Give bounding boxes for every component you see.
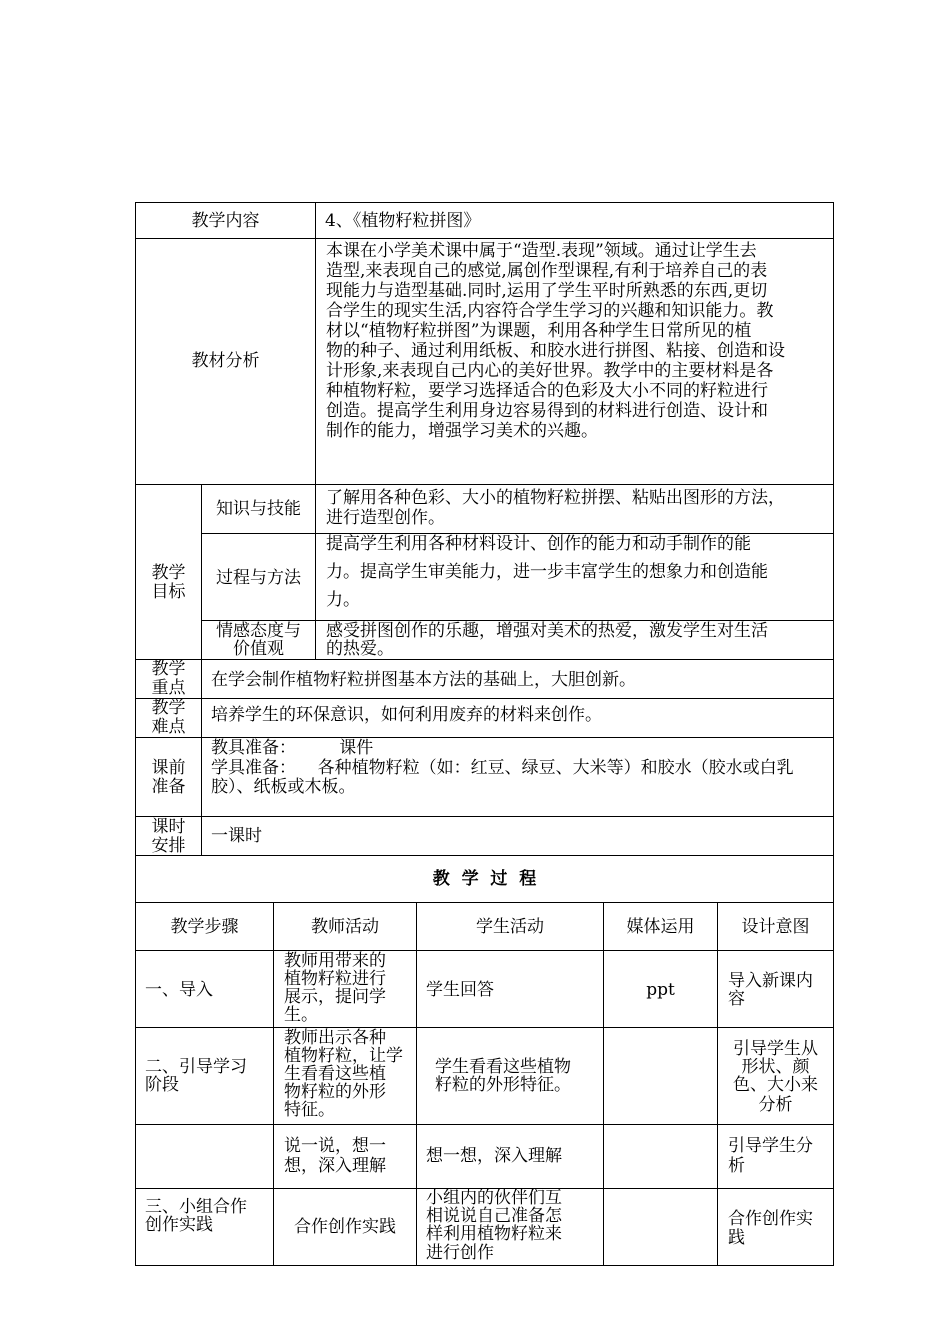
goal-attitude-line: 感受拼图创作的乐趣，增强对美术的热爱，激发学生对生活 [326, 621, 768, 641]
analysis-line: 本课在小学美术课中属于“造型.表现”领域。通过让学生去 [326, 241, 757, 261]
goal-process-line: 力。 [326, 590, 360, 610]
row4-teacher: 合作创作实践 [294, 1217, 396, 1237]
row4-intent-line: 践 [728, 1228, 745, 1248]
row1-student: 学生回答 [426, 980, 494, 1000]
goal-knowledge-line: 了解用各种色彩、大小的植物籽粒拼摆、粘贴出图形的方法， [326, 488, 785, 508]
content-label: 教学内容 [191, 211, 260, 231]
row4-step-line: 创作实践 [145, 1215, 213, 1235]
content-value: 4、《植物籽粒拼图》 [325, 211, 481, 231]
analysis-line: 制作的能力，增强学习美术的兴趣。 [326, 421, 598, 441]
row1-teacher-line: 生。 [284, 1005, 318, 1025]
row2-intent-line: 形状、颜 [741, 1057, 810, 1077]
row3-media-cell [603, 1124, 718, 1189]
row2-teacher-line: 教师出示各种 [284, 1028, 386, 1048]
row4-student-line: 小组内的伙伴们互 [426, 1188, 562, 1208]
header-step: 教学步骤 [170, 917, 239, 937]
row4-student-line: 样利用植物籽粒来 [426, 1224, 562, 1244]
goals-label-line: 教学 [151, 563, 186, 583]
time-value: 一课时 [211, 826, 262, 846]
key-label-line: 重点 [151, 678, 186, 698]
goal-process-line: 提高学生利用各种材料设计、创作的能力和动手制作的能 [326, 534, 751, 554]
prep-line: 胶）、纸板或木板。 [211, 777, 356, 797]
row1-step: 一、导入 [145, 980, 213, 1000]
key-label-line: 教学 [151, 659, 186, 679]
row3-teacher-line: 说一说，想一 [284, 1136, 386, 1156]
row4-intent-line: 合作创作实 [728, 1209, 813, 1229]
row4-student-line: 相说说自己准备怎 [426, 1206, 562, 1226]
analysis-line: 材以“植物籽粒拼图”为课题，利用各种学生日常所见的植 [326, 321, 752, 341]
goal-knowledge-label: 知识与技能 [216, 499, 301, 519]
prep-label-line: 课前 [151, 758, 186, 778]
row1-teacher-line: 展示，提问学 [284, 987, 386, 1007]
row2-student-line: 籽粒的外形特征。 [435, 1075, 571, 1095]
analysis-line: 现能力与造型基础.同时,运用了学生平时所熟悉的东西,更切 [326, 281, 768, 301]
row1-teacher-line: 植物籽粒进行 [284, 969, 386, 989]
row4-media-cell [603, 1188, 718, 1266]
difficulty-value: 培养学生的环保意识，如何利用废弃的材料来创作。 [211, 705, 602, 725]
goal-attitude-label: 情感态度与 [216, 621, 301, 641]
row1-media: ppt [646, 980, 675, 1000]
row2-teacher-line: 植物籽粒，让学 [284, 1046, 403, 1066]
row4-student-line: 进行创作 [426, 1243, 494, 1263]
prep-line: 教具准备： 课件 [211, 738, 374, 758]
prep-label-line: 准备 [151, 777, 186, 797]
row1-teacher-line: 教师用带来的 [284, 951, 386, 971]
difficulty-label-line: 难点 [151, 717, 186, 737]
row3-intent-line: 引导学生分 [728, 1136, 813, 1156]
analysis-line: 种植物籽粒，要学习选择适合的色彩及大小不同的籽粒进行 [326, 381, 768, 401]
goal-attitude-line: 的热爱。 [326, 639, 394, 659]
goals-label-line: 目标 [151, 582, 186, 602]
row3-intent-line: 析 [728, 1156, 745, 1176]
row1-intent-line: 导入新课内 [728, 971, 813, 991]
header-student: 学生活动 [476, 917, 544, 937]
row2-intent-line: 分析 [758, 1095, 793, 1115]
difficulty-label-line: 教学 [151, 698, 186, 718]
row2-teacher-line: 生看看这些植 [284, 1064, 386, 1084]
header-intent: 设计意图 [741, 917, 810, 937]
row2-media-cell [603, 1027, 718, 1125]
row3-step-cell [135, 1124, 274, 1189]
key-value: 在学会制作植物籽粒拼图基本方法的基础上，大胆创新。 [211, 670, 636, 690]
time-label-line: 安排 [151, 836, 186, 856]
process-title: 教 学 过 程 [432, 869, 537, 889]
row2-teacher-line: 物籽粒的外形 [284, 1082, 386, 1102]
row3-student: 想一想，深入理解 [426, 1146, 562, 1166]
analysis-line: 物的种子、通过利用纸板、和胶水进行拼图、粘接、创造和设 [326, 341, 785, 361]
row2-student-line: 学生看看这些植物 [435, 1057, 571, 1077]
analysis-line: 创造。提高学生利用身边容易得到的材料进行创造、设计和 [326, 401, 768, 421]
row2-intent-line: 色、大小来 [733, 1075, 818, 1095]
time-label-line: 课时 [151, 817, 186, 837]
header-media: 媒体运用 [626, 917, 695, 937]
analysis-line: 造型,来表现自己的感觉,属创作型课程,有利于培养自己的表 [326, 261, 768, 281]
header-teacher: 教师活动 [311, 917, 379, 937]
row4-step-line: 三、小组合作 [145, 1197, 247, 1217]
row2-step-line: 阶段 [145, 1075, 179, 1095]
row1-intent-line: 容 [728, 989, 745, 1009]
row2-teacher-line: 特征。 [284, 1100, 335, 1120]
goal-process-label: 过程与方法 [216, 568, 301, 588]
time-value-cell [201, 816, 834, 856]
goal-knowledge-line: 进行造型创作。 [326, 508, 445, 528]
analysis-line: 计形象,来表现自己内心的美好世界。教学中的主要材料是各 [326, 361, 774, 381]
goal-process-line: 力。提高学生审美能力，进一步丰富学生的想象力和创造能 [326, 562, 768, 582]
row3-teacher-line: 想，深入理解 [284, 1156, 386, 1176]
prep-line: 学具准备： 各种植物籽粒（如：红豆、绿豆、大米等）和胶水（胶水或白乳 [211, 758, 794, 778]
row2-intent-line: 引导学生从 [733, 1039, 818, 1059]
row2-step-line: 二、引导学习 [145, 1057, 247, 1077]
analysis-label: 教材分析 [191, 351, 260, 371]
goal-attitude-label: 价值观 [233, 639, 284, 659]
analysis-line: 合学生的现实生活,内容符合学生学习的兴趣和知识能力。教 [326, 301, 774, 321]
